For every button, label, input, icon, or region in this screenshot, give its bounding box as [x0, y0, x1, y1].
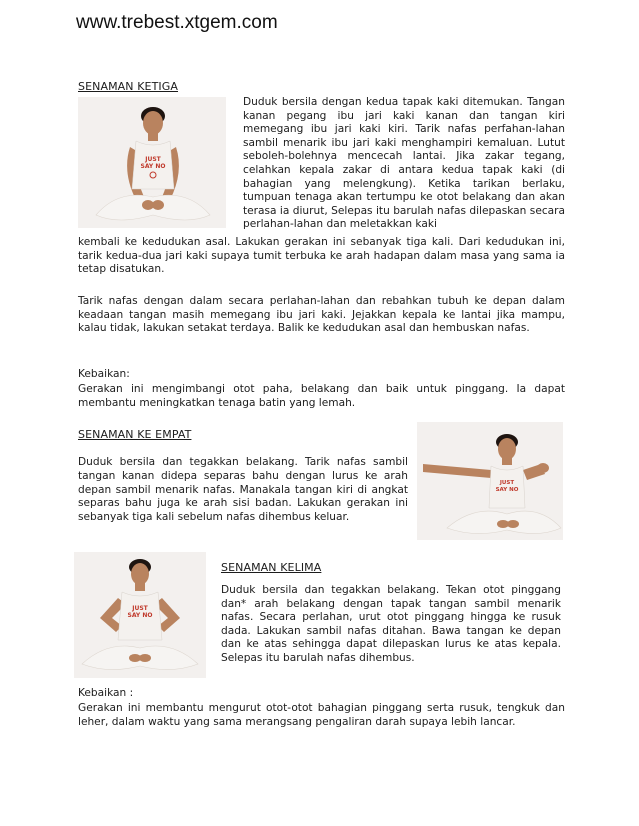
svg-text:SAY NO: SAY NO [127, 612, 153, 619]
kelima-benefit-text: Gerakan ini membantu mengurut otot-otot bahagian pinggang serta rusuk, tengkuk dan leher, dalam waktu yang sama merangsang pengaliran darah supaya lebih lancar. [78, 702, 565, 728]
ketiga-paragraph-2: Tarik nafas dengan dalam secara perlahan-lahan dan rebahkan tubuh ke depan dalam keadaan tangan masih memegang ibu jari kaki. Jejakkan kepala ke lantai jika mampu, kalau tidak, lakukan setakat terdaya. Balik ke kedudukan asal dan hembuskan nafas. [78, 295, 565, 335]
svg-text:JUST: JUST [499, 480, 515, 486]
ketiga-paragraph-1: Duduk bersila dengan kedua tapak kaki ditemukan. Tangan kanan pegang ibu jari kaki kanan dan tangan kiri memegang ibu jari kaki kiri. Tarik nafas perfahan-lahan sambil menarik ibu jari kaki menghampiri kemaluan. Lutut seboleh-bolehnya mencecah lantai. Jika zakar tegang, celahkan kepala zakar di antara kedua tapak kaki (di bahagian yang melengkung). Ketika tarikan berlaku, tumpuan tenaga akan tertumpu ke otot belakang dan akan terasa ia diurut, Selepas itu barulah nafas dilepaskan secara perlahan-lahan dan meletakkan kaki [243, 96, 565, 231]
ketiga-benefit-text: Gerakan ini mengimbangi otot paha, belakang dan baik untuk pinggang. Ia dapat membantu meningkatkan tenaga batin yang lemah. [78, 383, 565, 409]
svg-text:SAY NO: SAY NO [495, 487, 519, 493]
photo-ke-empat [417, 422, 563, 540]
section-title-ke-empat: SENAMAN KE EMPAT [78, 428, 192, 441]
svg-text:SAY NO: SAY NO [140, 163, 166, 170]
ketiga-paragraph-1-continued: kembali ke kedudukan asal. Lakukan gerakan ini sebanyak tiga kali. Dari kedudukan ini, tarik kedua-dua jari kaki supaya tumit terbuka ke arah hadapan dalam masa yang sama ia tetap disatukan. [78, 236, 565, 276]
photo-ketiga [78, 97, 226, 228]
site-url[interactable]: www.trebest.xtgem.com [76, 12, 278, 33]
svg-text:JUST: JUST [145, 156, 161, 163]
person-seated-hands-on-waist-image [74, 552, 206, 678]
svg-text:JUST: JUST [132, 605, 148, 612]
person-seated-holding-toes-image [78, 97, 226, 228]
ke-empat-paragraph: Duduk bersila dan tegakkan belakang. Tarik nafas sambil tangan kanan didepa separas bahu dengan lurus ke arah depan sambil menarik nafas. Manakala tangan kiri di angkat separas bahu juga ke arah sisi badan. Lakukan gerakan ini sebanyak tiga kali sebelum nafas dihembus keluar. [78, 456, 408, 524]
ketiga-benefit-label: Kebaikan: [78, 368, 130, 380]
kelima-paragraph: Duduk bersila dan tegakkan belakang. Tekan otot pinggang dan* arah belakang dengan tapak tangan sambil menarik nafas. Secara perlahan, urut otot pinggang hingga ke rusuk dada. Lakukan sambil nafas ditahan. Bawa tangan ke depan dan ke atas sehingga dapat dilepaskan lurus ke atas kepala. Selepas itu barulah nafas dihembus. [221, 584, 561, 664]
person-seated-arms-extended-image [417, 422, 563, 540]
kelima-benefit-label: Kebaikan : [78, 687, 134, 699]
photo-kelima [74, 552, 206, 678]
section-title-ketiga: SENAMAN KETIGA [78, 80, 179, 93]
section-title-kelima: SENAMAN KELIMA [221, 561, 322, 574]
